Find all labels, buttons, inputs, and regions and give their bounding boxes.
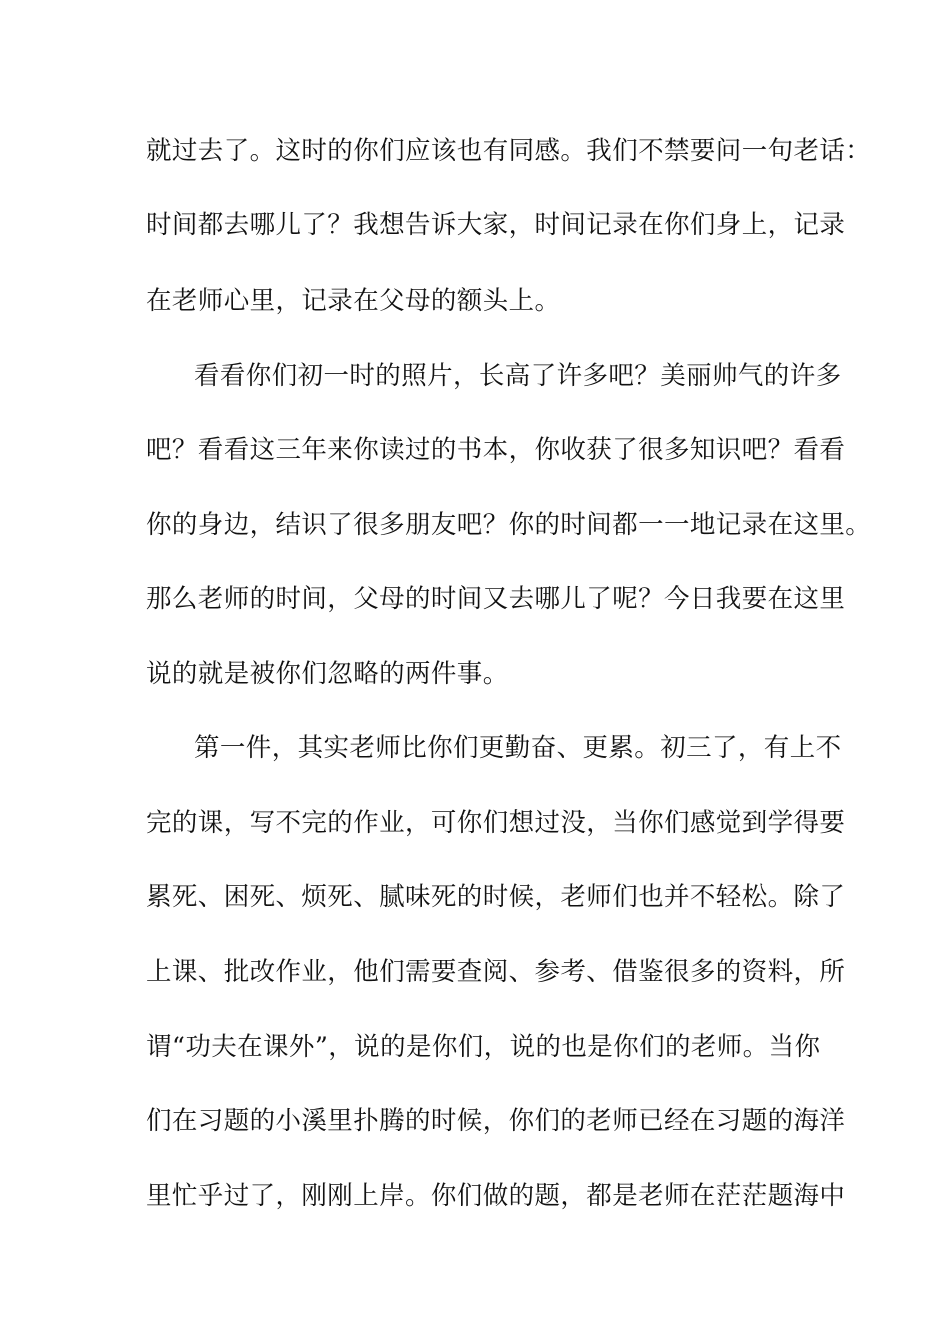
text-line: 吧？看看这三年来你读过的书本，你收获了很多知识吧？看看 <box>146 435 846 465</box>
text-line: 里忙乎过了，刚刚上岸。你们做的题，都是老师在茫茫题海中 <box>146 1181 846 1211</box>
text-line: 你的身边，结识了很多朋友吧？你的时间都一一地记录在这里。 <box>146 510 872 540</box>
text-line: 累死、困死、烦死、腻味死的时候，老师们也并不轻松。除了 <box>146 882 846 912</box>
text-line: 完的课，写不完的作业，可你们想过没，当你们感觉到学得要 <box>146 808 846 838</box>
text-line: 那么老师的时间，父母的时间又去哪儿了呢？今日我要在这里 <box>146 584 846 614</box>
text-line: 就过去了。这时的你们应该也有同感。我们不禁要问一句老话： <box>146 136 872 166</box>
text-line: 说的就是被你们忽略的两件事。 <box>146 659 509 689</box>
text-line: 们在习题的小溪里扑腾的时候，你们的老师已经在习题的海洋 <box>146 1106 846 1136</box>
text-line: 在老师心里，记录在父母的额头上。 <box>146 286 561 316</box>
text-line: 时间都去哪儿了？我想告诉大家，时间记录在你们身上，记录 <box>146 210 846 240</box>
paragraph-first-line: 第一件，其实老师比你们更勤奋、更累。初三了，有上不 <box>194 733 842 763</box>
text-line: 谓“功夫在课外”，说的是你们，说的也是你们的老师。当你 <box>146 1032 821 1062</box>
text-line: 上课、批改作业，他们需要查阅、参考、借鉴很多的资料，所 <box>146 957 846 987</box>
paragraph-first-line: 看看你们初一时的照片，长高了许多吧？美丽帅气的许多 <box>194 361 842 391</box>
